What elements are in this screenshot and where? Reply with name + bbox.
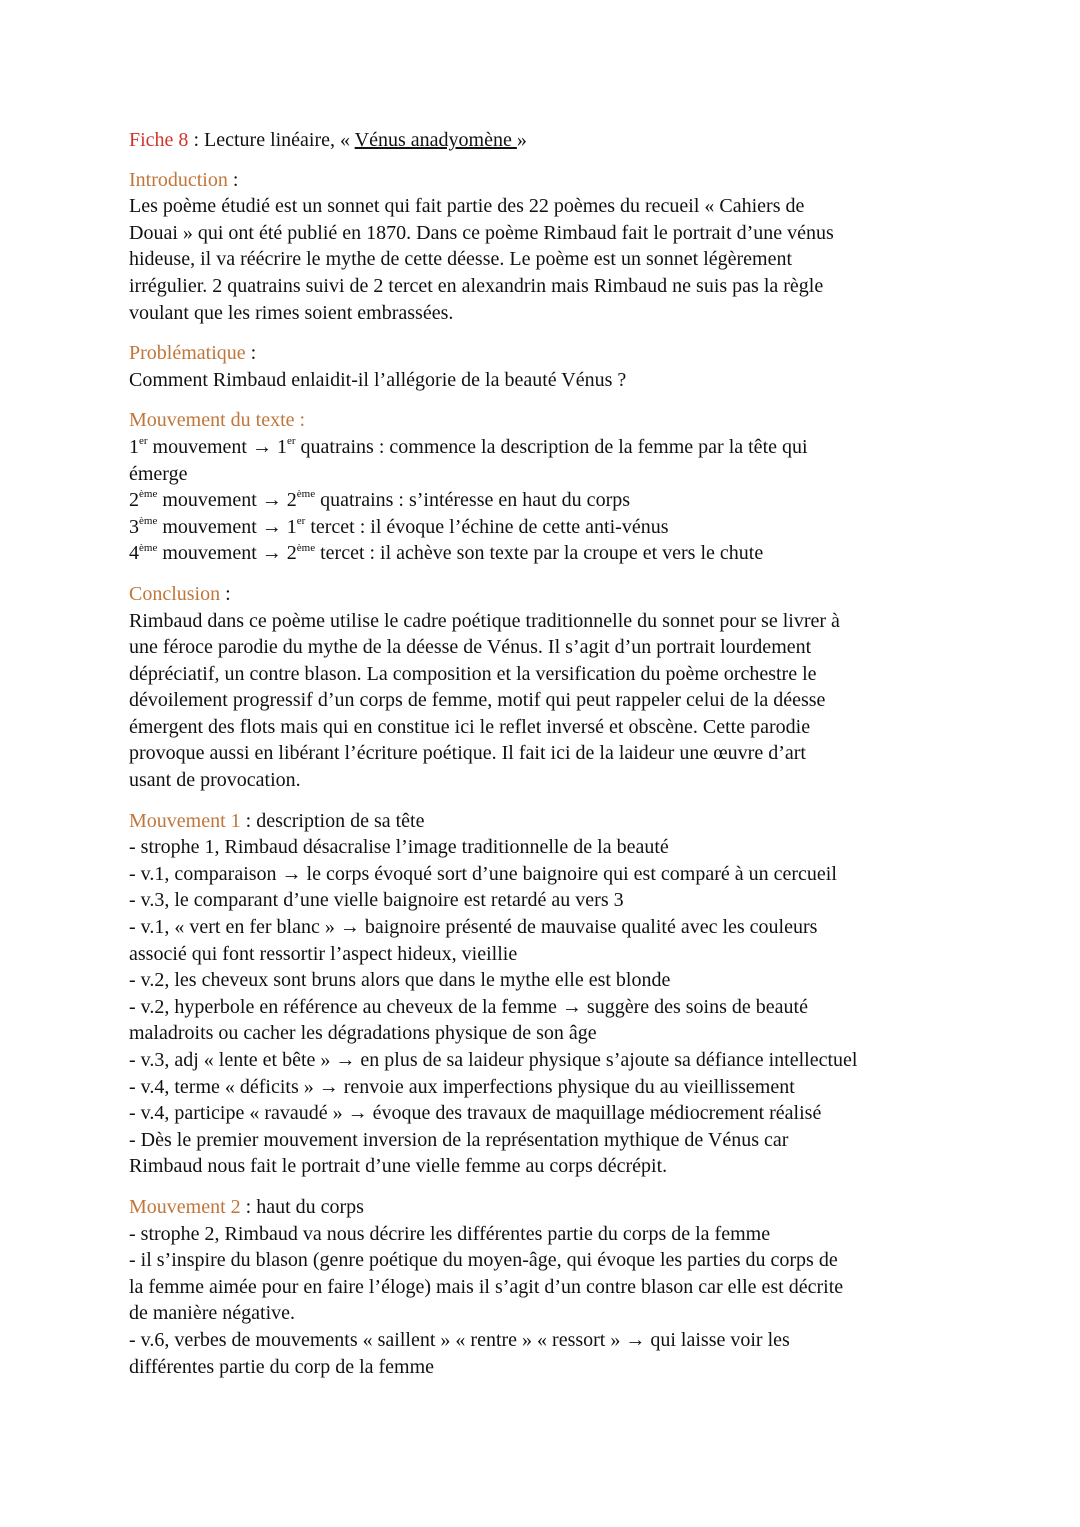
conclusion-line: une féroce parodie du mythe de la déesse de Vénus. Il s’agit d’un portrait lourdement	[129, 636, 812, 659]
title-close-quote: »	[516, 129, 527, 151]
mouvement1-line: - v.2, hyperbole en référence au cheveux de la femme → suggère des soins de beauté	[129, 995, 808, 1018]
mouvement1-line: - v.3, le comparant d’une vielle baignoire est retardé au vers 3	[129, 889, 624, 912]
introduction-line: Douai » qui ont été publié en 1870. Dans ce poème Rimbaud fait le portrait d’une vénus	[129, 221, 834, 244]
mouvement-item-continuation: émerge	[129, 462, 188, 485]
conclusion-colon: :	[220, 582, 231, 605]
mouvement-item: 1er mouvement → 1er quatrains : commence la description de la femme par la tête qui	[129, 435, 808, 458]
conclusion-line: émergent des flots mais qui en constitue ici le reflet inversé et obscène. Cette parodie	[129, 715, 811, 738]
problematique-section	[129, 340, 959, 393]
title-separator: :	[188, 129, 204, 151]
mouvement-item: 2ème mouvement → 2ème quatrains : s’intéresse en haut du corps	[129, 488, 631, 512]
introduction-heading: Introduction	[129, 168, 228, 191]
mouvement1-line: - v.4, terme « déficits » → renvoie aux imperfections physique du au vieillissement	[129, 1075, 795, 1098]
mouvements-section	[129, 407, 959, 567]
mouvement1-line: - v.1, « vert en fer blanc » → baignoire présenté de mauvaise qualité avec les couleurs	[129, 916, 818, 939]
mouvement1-line: - v.2, les cheveux sont bruns alors que dans le mythe elle est blonde	[129, 969, 671, 992]
conclusion-heading: Conclusion	[129, 582, 221, 605]
conclusion-line: dépréciatif, un contre blason. La composition et la versification du poème orchestre le	[129, 662, 817, 685]
mouvement1-line: - v.3, adj « lente et bête » → en plus de sa laideur physique s’ajoute sa défiance intellectuel	[129, 1049, 858, 1071]
mouvements-heading: Mouvement du texte :	[129, 409, 306, 432]
poem-title: Vénus anadyomène	[354, 129, 517, 151]
mouvement2-section	[129, 1194, 959, 1380]
page-title	[129, 127, 959, 154]
mouvement1-section	[129, 808, 959, 1180]
mouvement1-line: - v.1, comparaison → le corps évoqué sort d’une baignoire qui est comparé à un cercueil	[129, 862, 837, 885]
mouvement2-heading: Mouvement 2	[129, 1195, 241, 1218]
conclusion-line: dévoilement progressif d’un corps de femme, motif qui peut rappeler celui de la déesse	[129, 689, 826, 712]
introduction-line: hideuse, il va réécrire le mythe de cette déesse. Le poème est un sonnet légèrement	[129, 248, 793, 271]
mouvement1-line: maladroits ou cacher les dégradations physique de son âge	[129, 1022, 597, 1045]
mouvement2-line: - v.6, verbes de mouvements « saillent » « rentre » « ressort » → qui laisse voir les	[129, 1328, 790, 1351]
mouvement-item: 4ème mouvement → 2ème tercet : il achève son texte par la croupe et vers le chute	[129, 541, 764, 565]
mouvement2-subtitle: : haut du corps	[240, 1195, 364, 1218]
mouvement1-line: - strophe 1, Rimbaud désacralise l’image traditionnelle de la beauté	[129, 836, 669, 859]
mouvement2-line: la femme aimée pour en faire l’éloge) mais il s’agit d’un contre blason car elle est décrite	[129, 1275, 844, 1298]
mouvement1-line: - v.4, participe « ravaudé » → évoque des travaux de maquillage médiocrement réalisé	[129, 1102, 822, 1125]
introduction-colon: :	[227, 168, 239, 191]
mouvement1-subtitle: : description de sa tête	[240, 809, 425, 832]
mouvement1-line: Rimbaud nous fait le portrait d’une vielle femme au corps décrépit.	[129, 1155, 668, 1178]
conclusion-line: Rimbaud dans ce poème utilise le cadre poétique traditionnelle du sonnet pour se livrer à	[129, 609, 840, 632]
problematique-colon: :	[245, 342, 257, 365]
problematique-line: Comment Rimbaud enlaidit-il l’allégorie de la beauté Vénus ?	[129, 368, 627, 391]
problematique-heading: Problématique	[129, 342, 246, 365]
mouvement-item: 3ème mouvement → 1er tercet : il évoque l’échine de cette anti-vénus	[129, 515, 669, 538]
introduction-line: irrégulier. 2 quatrains suivi de 2 tercet en alexandrin mais Rimbaud ne suis pas la règle	[129, 274, 824, 297]
mouvement2-line: de manière négative.	[129, 1302, 296, 1325]
conclusion-line: provoque aussi en libérant l’écriture poétique. Il fait ici de la laideur une œuvre d’art	[129, 742, 806, 765]
title-text: Lecture linéaire, «	[204, 129, 355, 151]
mouvement2-line: - strophe 2, Rimbaud va nous décrire les différentes partie du corps de la femme	[129, 1222, 771, 1245]
mouvement1-line: associé qui font ressortir l’aspect hideux, vieillie	[129, 942, 518, 965]
document-page	[129, 127, 959, 1394]
mouvement1-heading: Mouvement 1	[129, 809, 241, 832]
conclusion-section	[129, 581, 959, 794]
mouvement1-line: - Dès le premier mouvement inversion de la représentation mythique de Vénus car	[129, 1128, 789, 1151]
introduction-section	[129, 167, 959, 327]
mouvement2-line: différentes partie du corp de la femme	[129, 1355, 435, 1378]
mouvement2-line: - il s’inspire du blason (genre poétique du moyen-âge, qui évoque les parties du corps de	[129, 1249, 838, 1272]
conclusion-line: usant de provocation.	[129, 769, 301, 792]
introduction-line: voulant que les rimes soient embrassées.	[129, 301, 454, 324]
fiche-number: Fiche 8	[129, 129, 189, 151]
introduction-line: Les poème étudié est un sonnet qui fait partie des 22 poèmes du recueil « Cahiers de	[129, 195, 805, 218]
